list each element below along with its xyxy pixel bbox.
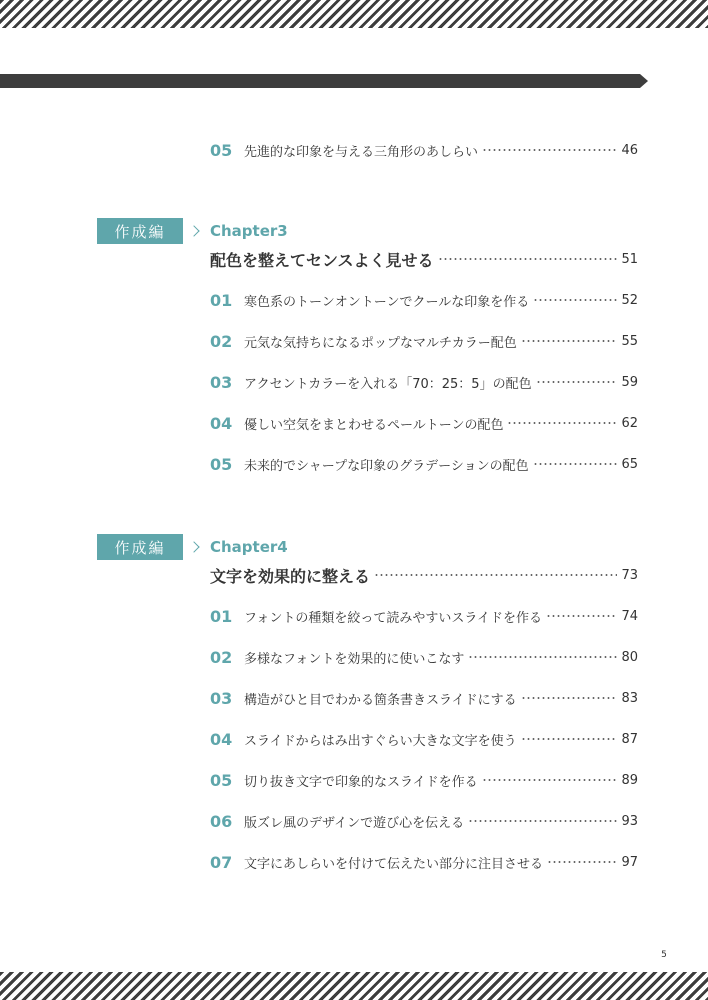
entry-number: 06 [210, 811, 233, 831]
entry-title: 多様なフォントを効果的に使いこなす [244, 651, 465, 667]
dot-leader [547, 861, 617, 863]
entry-page: 55 [621, 333, 638, 349]
chapter-label: Chapter4 [210, 538, 288, 556]
entry-title: 元気な気持ちになるポップなマルチカラー配色 [244, 335, 517, 351]
entry-title: 先進的な印象を与える三角形のあしらい [244, 144, 479, 160]
entry-page: 87 [621, 731, 638, 747]
chevron-right-icon [188, 541, 199, 552]
chapter-title-entry[interactable] [210, 246, 638, 272]
chapter-title: 配色を整えてセンスよく見せる [210, 250, 434, 270]
entry-number: 04 [210, 413, 233, 433]
entry-page: 93 [621, 813, 638, 829]
entry-page: 51 [621, 251, 638, 267]
entry-number: 02 [210, 331, 233, 351]
entry-number: 05 [210, 770, 233, 790]
section-tag: 作成編 [97, 534, 183, 560]
toc-entry[interactable] [210, 137, 638, 163]
page-number: 5 [661, 950, 667, 960]
dot-leader [533, 299, 617, 301]
chapter-label: Chapter3 [210, 222, 288, 240]
entry-title: スライドからはみ出すぐらい大きな文字を使う [244, 733, 517, 749]
header-bar-arrow [640, 74, 648, 88]
entry-page: 89 [621, 772, 638, 788]
entry-number: 05 [210, 454, 233, 474]
entry-title: 未来的でシャープな印象のグラデーションの配色 [244, 458, 529, 474]
entry-number: 07 [210, 852, 233, 872]
dot-leader [482, 149, 617, 151]
toc-entry[interactable] [210, 685, 638, 711]
toc-entry[interactable] [210, 328, 638, 354]
toc-entry[interactable] [210, 603, 638, 629]
entry-number: 04 [210, 729, 233, 749]
dot-leader [536, 381, 618, 383]
entry-number: 01 [210, 290, 233, 310]
entry-title: 構造がひと目でわかる箇条書きスライドにする [244, 692, 517, 708]
dot-leader [482, 779, 618, 781]
toc-entry[interactable] [210, 410, 638, 436]
entry-title: 版ズレ風のデザインで遊び心を伝える [244, 815, 465, 831]
entry-page: 73 [621, 567, 638, 583]
dot-leader [374, 574, 617, 576]
toc-entry[interactable] [210, 767, 638, 793]
dot-leader [507, 422, 617, 424]
entry-number: 03 [210, 688, 233, 708]
entry-page: 65 [621, 456, 638, 472]
entry-page: 83 [621, 690, 638, 706]
entry-number: 02 [210, 647, 233, 667]
entry-number: 01 [210, 606, 233, 626]
dot-leader [438, 258, 618, 260]
header-bar [0, 74, 640, 88]
entry-title: 優しい空気をまとわせるペールトーンの配色 [244, 417, 504, 433]
dot-leader [468, 656, 617, 658]
toc-entry[interactable] [210, 726, 638, 752]
entry-page: 62 [621, 415, 638, 431]
entry-title: 文字にあしらいを付けて伝えたい部分に注目させる [244, 856, 544, 872]
entry-title: フォントの種類を絞って読みやすいスライドを作る [244, 610, 542, 626]
entry-page: 97 [621, 854, 638, 870]
toc-entry[interactable] [210, 369, 638, 395]
entry-page: 52 [621, 292, 638, 308]
chevron-right-icon [188, 225, 199, 236]
toc-entry[interactable] [210, 451, 638, 477]
toc-entry[interactable] [210, 849, 638, 875]
entry-title: 切り抜き文字で印象的なスライドを作る [244, 774, 478, 790]
entry-page: 80 [621, 649, 638, 665]
entry-title: アクセントカラーを入れる「70：25：5」の配色 [244, 376, 532, 392]
dot-leader [546, 615, 617, 617]
toc-entry[interactable] [210, 287, 638, 313]
entry-page: 59 [621, 374, 638, 390]
dot-leader [521, 697, 618, 699]
entry-title: 寒色系のトーンオントーンでクールな印象を作る [244, 294, 530, 310]
entry-page: 74 [621, 608, 638, 624]
dot-leader [521, 340, 618, 342]
entry-number: 03 [210, 372, 233, 392]
dot-leader [533, 463, 618, 465]
top-stripe-border [0, 0, 708, 28]
chapter-title-entry[interactable] [210, 562, 638, 588]
entry-number: 05 [210, 140, 233, 160]
dot-leader [468, 820, 617, 822]
section-tag: 作成編 [97, 218, 183, 244]
dot-leader [521, 738, 618, 740]
bottom-stripe-border [0, 972, 708, 1000]
toc-entry[interactable] [210, 644, 638, 670]
chapter-title: 文字を効果的に整える [210, 566, 371, 586]
entry-page: 46 [621, 142, 638, 158]
toc-entry[interactable] [210, 808, 638, 834]
